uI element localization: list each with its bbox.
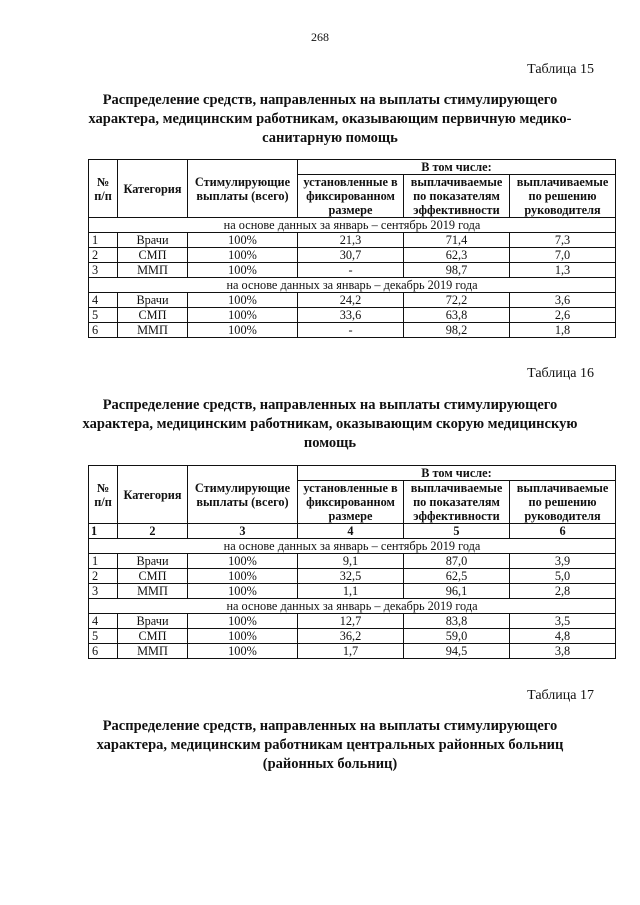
header-fixed: установленные в фиксированном размере xyxy=(298,481,404,524)
cell: 100% xyxy=(188,629,298,644)
cell: 100% xyxy=(188,644,298,659)
col-number: 3 xyxy=(188,524,298,539)
table-17-title: Распределение средств, направленных на выплаты стимулирующего характера, медицинским работникам центральных районных больниц (районных больниц) xyxy=(96,718,564,772)
col-number: 5 xyxy=(404,524,510,539)
cell: 3 xyxy=(89,263,118,278)
cell: 9,1 xyxy=(298,554,404,569)
col-number: 2 xyxy=(118,524,188,539)
header-num: № п/п xyxy=(89,160,118,218)
cell: 100% xyxy=(188,614,298,629)
cell: 4 xyxy=(89,293,118,308)
page-number: 268 xyxy=(311,30,329,44)
col-number: 6 xyxy=(510,524,616,539)
cell: 1,1 xyxy=(298,584,404,599)
header-total: Стимулирующие выплаты (всего) xyxy=(188,466,298,524)
section-label: на основе данных за январь – сентябрь 2019 года xyxy=(89,539,616,554)
column-number-row xyxy=(89,524,616,539)
cell: СМП xyxy=(118,569,188,584)
cell: 24,2 xyxy=(298,293,404,308)
cell: - xyxy=(298,263,404,278)
cell: 7,3 xyxy=(510,233,616,248)
cell: 71,4 xyxy=(404,233,510,248)
table-row xyxy=(89,554,616,569)
cell: 59,0 xyxy=(404,629,510,644)
cell: ММП xyxy=(118,263,188,278)
cell: 1 xyxy=(89,554,118,569)
table-row xyxy=(89,569,616,584)
header-perf: выплачиваемые по показателям эффективности xyxy=(404,481,510,524)
cell: 100% xyxy=(188,233,298,248)
cell: 5 xyxy=(89,308,118,323)
header-including: В том числе: xyxy=(298,160,616,175)
table-row xyxy=(89,614,616,629)
cell: 72,2 xyxy=(404,293,510,308)
cell: 2,6 xyxy=(510,308,616,323)
table-16 xyxy=(88,465,616,659)
cell: 6 xyxy=(89,644,118,659)
cell: ММП xyxy=(118,323,188,338)
cell: 2 xyxy=(89,248,118,263)
cell: 3,6 xyxy=(510,293,616,308)
cell: ММП xyxy=(118,644,188,659)
table-row xyxy=(89,233,616,248)
cell: Врачи xyxy=(118,614,188,629)
cell: 33,6 xyxy=(298,308,404,323)
cell: 87,0 xyxy=(404,554,510,569)
table-17-caption: Таблица 17 xyxy=(527,688,594,703)
cell: 4 xyxy=(89,614,118,629)
cell: 2 xyxy=(89,569,118,584)
cell: 3,5 xyxy=(510,614,616,629)
cell: 21,3 xyxy=(298,233,404,248)
cell: 1,8 xyxy=(510,323,616,338)
cell: 100% xyxy=(188,554,298,569)
table-row xyxy=(89,308,616,323)
cell: 96,1 xyxy=(404,584,510,599)
cell: 5,0 xyxy=(510,569,616,584)
header-head: выплачиваемые по решению руководителя xyxy=(510,481,616,524)
header-category: Категория xyxy=(118,466,188,524)
cell: СМП xyxy=(118,629,188,644)
cell: 3,8 xyxy=(510,644,616,659)
cell: 32,5 xyxy=(298,569,404,584)
cell: 5 xyxy=(89,629,118,644)
cell: 94,5 xyxy=(404,644,510,659)
header-fixed: установленные в фиксированном размере xyxy=(298,175,404,218)
cell: СМП xyxy=(118,308,188,323)
table-row xyxy=(89,248,616,263)
section-label: на основе данных за январь – декабрь 2019 года xyxy=(89,278,616,293)
header-total: Стимулирующие выплаты (всего) xyxy=(188,160,298,218)
table-row xyxy=(89,263,616,278)
header-category: Категория xyxy=(118,160,188,218)
cell: 100% xyxy=(188,293,298,308)
cell: 63,8 xyxy=(404,308,510,323)
cell: 100% xyxy=(188,323,298,338)
table-row xyxy=(89,323,616,338)
cell: 100% xyxy=(188,308,298,323)
cell: 3 xyxy=(89,584,118,599)
cell: 7,0 xyxy=(510,248,616,263)
cell: 1,7 xyxy=(298,644,404,659)
cell: 100% xyxy=(188,263,298,278)
cell: 6 xyxy=(89,323,118,338)
cell: 1,3 xyxy=(510,263,616,278)
section-label: на основе данных за январь – декабрь 2019 года xyxy=(89,599,616,614)
cell: 2,8 xyxy=(510,584,616,599)
cell: 30,7 xyxy=(298,248,404,263)
cell: 62,5 xyxy=(404,569,510,584)
table-16-title: Распределение средств, направленных на выплаты стимулирующего характера, медицинским работникам, оказывающим скорую медицинскую помощь xyxy=(82,397,578,451)
table-row xyxy=(89,629,616,644)
cell: СМП xyxy=(118,248,188,263)
cell: Врачи xyxy=(118,293,188,308)
cell: Врачи xyxy=(118,233,188,248)
table-16-caption: Таблица 16 xyxy=(527,366,594,381)
cell: Врачи xyxy=(118,554,188,569)
col-number: 4 xyxy=(298,524,404,539)
table-15-title: Распределение средств, направленных на выплаты стимулирующего характера, медицинским работникам, оказывающим первичную медико-санитарную помощь xyxy=(88,92,572,146)
table-15 xyxy=(88,159,616,338)
table-row xyxy=(89,584,616,599)
header-perf: выплачиваемые по показателям эффективности xyxy=(404,175,510,218)
cell: 4,8 xyxy=(510,629,616,644)
header-including: В том числе: xyxy=(298,466,616,481)
cell: 83,8 xyxy=(404,614,510,629)
table-15-caption: Таблица 15 xyxy=(527,62,594,77)
table-row xyxy=(89,644,616,659)
cell: 100% xyxy=(188,584,298,599)
cell: 100% xyxy=(188,248,298,263)
section-label: на основе данных за январь – сентябрь 2019 года xyxy=(89,218,616,233)
cell: 36,2 xyxy=(298,629,404,644)
cell: 62,3 xyxy=(404,248,510,263)
cell: 12,7 xyxy=(298,614,404,629)
cell: 1 xyxy=(89,233,118,248)
header-head: выплачиваемые по решению руководителя xyxy=(510,175,616,218)
cell: - xyxy=(298,323,404,338)
col-number: 1 xyxy=(89,524,118,539)
table-row xyxy=(89,293,616,308)
cell: 98,2 xyxy=(404,323,510,338)
header-num: № п/п xyxy=(89,466,118,524)
cell: 98,7 xyxy=(404,263,510,278)
cell: ММП xyxy=(118,584,188,599)
cell: 3,9 xyxy=(510,554,616,569)
cell: 100% xyxy=(188,569,298,584)
